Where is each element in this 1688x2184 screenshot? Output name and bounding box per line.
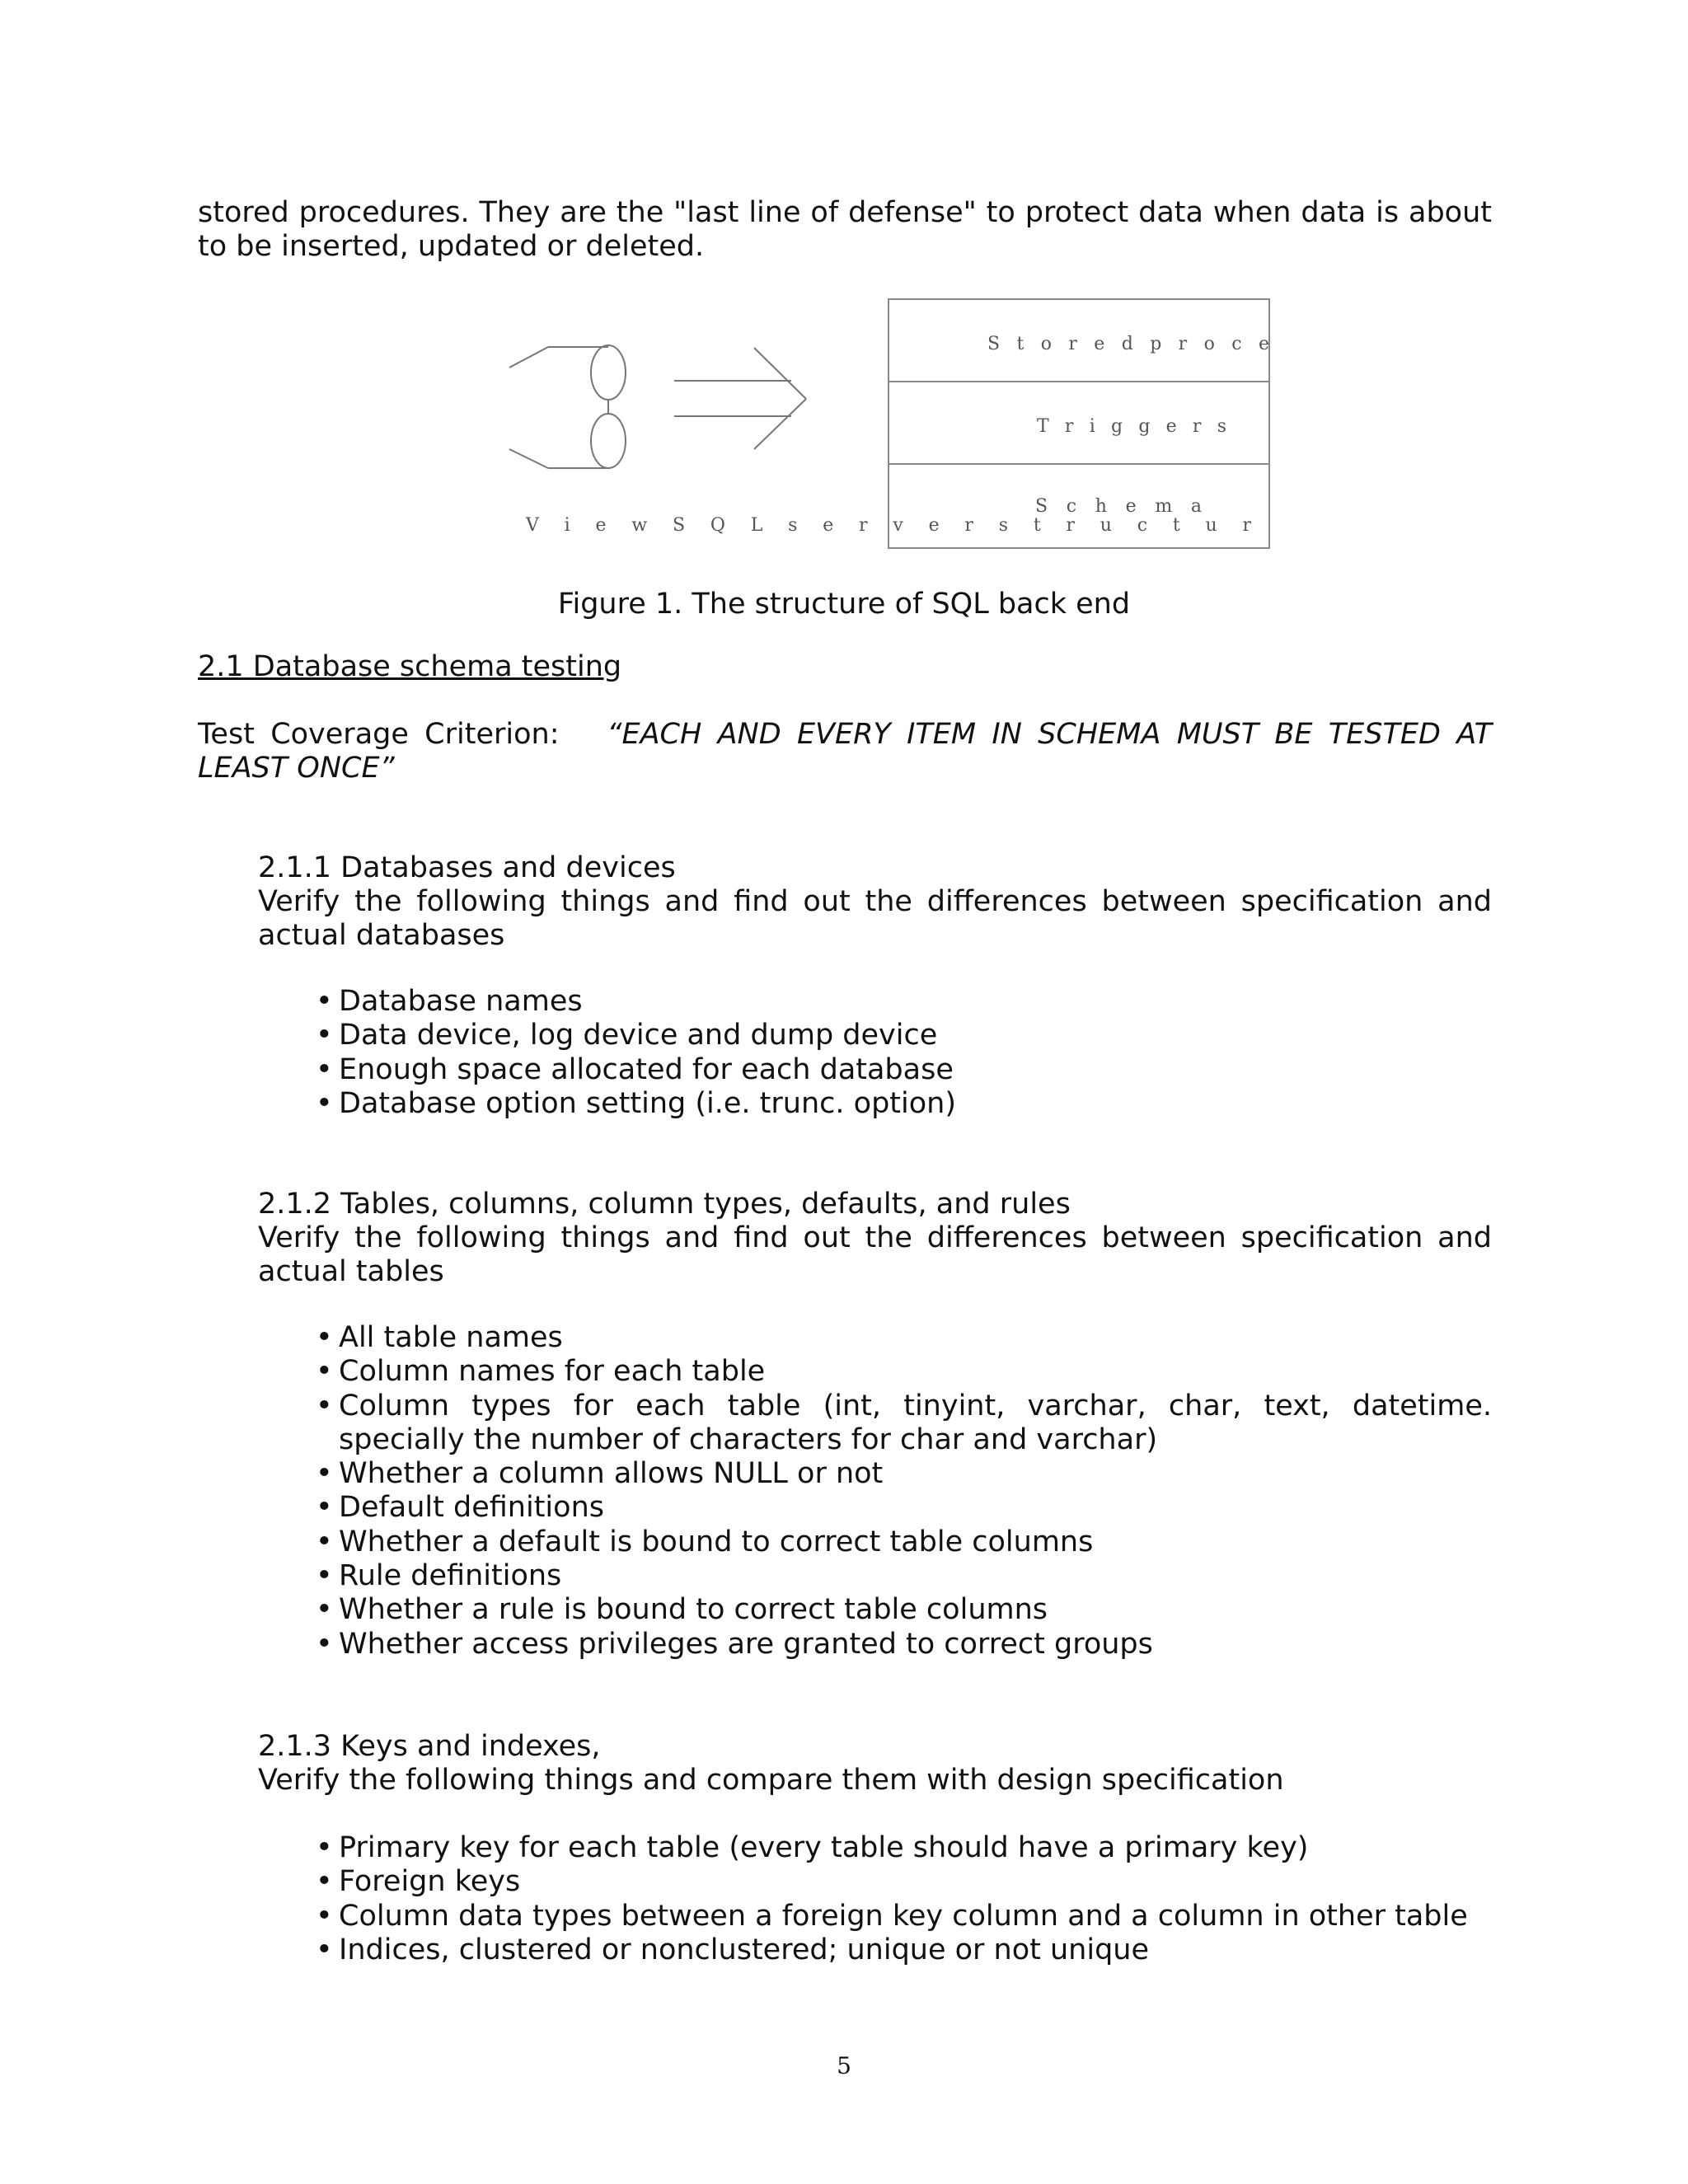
list-item: • Whether a rule is bound to correct table columns [316, 1593, 1492, 1627]
list-tables [316, 1321, 1492, 1661]
diagram-bottom-label: V i e w S Q L s e r v e r s t r u c t u r [526, 515, 1252, 536]
layer-stored-procedures: S t o r e d p r o c e [987, 334, 1269, 354]
list-item: • Column names for each table [316, 1355, 1492, 1389]
subsection-title-databases: 2.1.1 Databases and devices [258, 851, 676, 884]
list-item: • Primary key for each table (every table should have a primary key) [316, 1831, 1492, 1865]
list-databases [316, 985, 1492, 1121]
subsection-intro-keys: Verify the following things and compare them with design specification [258, 1764, 1284, 1797]
view-user-icon [509, 345, 626, 468]
list-item: • Data device, log device and dump device [316, 1019, 1492, 1052]
list-item: • Whether access privileges are granted to correct groups [316, 1628, 1492, 1661]
subsection-title-keys: 2.1.3 Keys and indexes, [258, 1730, 601, 1763]
list-item: • Foreign keys [316, 1865, 1492, 1899]
sql-backend-diagram [0, 0, 1688, 577]
list-item: • Column types for each table (int, tinyint, varchar, char, text, datetime. specially the number of characters for char and varchar) [316, 1390, 1492, 1458]
list-item: • All table names [316, 1321, 1492, 1355]
subsection-intro-tables: Verify the following things and find out the differences between specification and actual tables [258, 1221, 1492, 1288]
list-item: • Database names [316, 985, 1492, 1019]
layer-schema: S c h e m a [1035, 496, 1202, 517]
page-number: 5 [837, 2052, 851, 2079]
list-item: • Enough space allocated for each database [316, 1053, 1492, 1087]
criterion-label: Test Coverage Criterion: [198, 718, 560, 751]
figure-caption: Figure 1. The structure of SQL back end [557, 588, 1131, 621]
list-item: • Default definitions [316, 1491, 1492, 1525]
coverage-criterion [198, 718, 1492, 785]
list-item: • Column data types between a foreign key column and a column in other table [316, 1900, 1492, 1933]
list-item: • Rule definitions [316, 1559, 1492, 1593]
layer-triggers: T r i g g e r s [1037, 416, 1226, 437]
list-item: • Whether a column allows NULL or not [316, 1457, 1492, 1491]
intro-paragraph: stored procedures. They are the "last line of defense" to protect data when data is about to be inserted, updated or deleted. [198, 196, 1492, 263]
subsection-intro-databases: Verify the following things and find out the differences between specification and actual databases [258, 885, 1492, 952]
criterion-text: “EACH AND EVERY ITEM IN SCHEMA MUST BE TESTED AT LEAST ONCE” [198, 718, 1493, 785]
list-item: • Indices, clustered or nonclustered; unique or not unique [316, 1933, 1492, 1967]
arrow-right-icon [674, 348, 806, 449]
list-keys [316, 1831, 1492, 1967]
list-item: • Whether a default is bound to correct table columns [316, 1526, 1492, 1559]
list-item: • Database option setting (i.e. trunc. option) [316, 1087, 1492, 1121]
section-title: 2.1 Database schema testing [198, 650, 622, 683]
subsection-title-tables: 2.1.2 Tables, columns, column types, defaults, and rules [258, 1188, 1071, 1221]
